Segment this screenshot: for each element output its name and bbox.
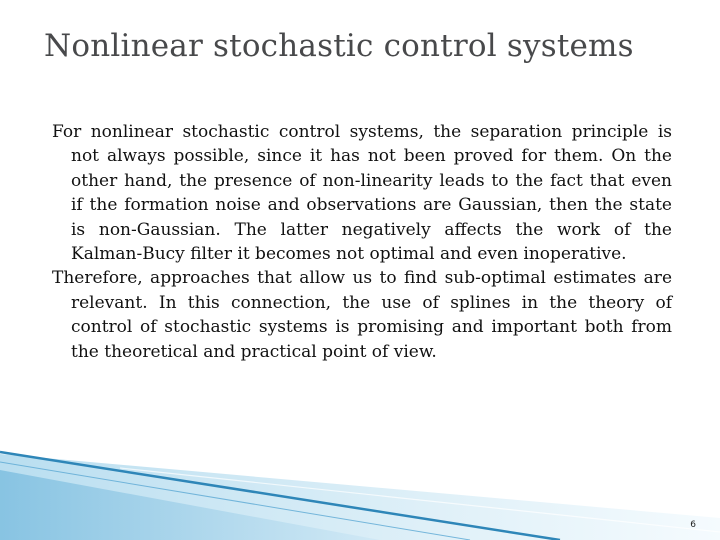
bottom-wave-decoration <box>0 448 720 540</box>
slide-body <box>52 120 672 364</box>
body-paragraph-1: For nonlinear stochastic control systems, the separation principle is not always possible, since it has not been proved for them. On the other hand, the presence of non-linearity leads to the fact that even if the formation noise and observations are Gaussian, then the state is non-Gaussian. The latter negatively affects the work of the Kalman-Bucy filter it becomes not optimal and even inoperative. <box>52 122 672 265</box>
page-number: 6 <box>690 520 696 530</box>
slide-title: Nonlinear stochastic control systems <box>44 28 634 64</box>
body-paragraph-2: Therefore, approaches that allow us to find sub-optimal estimates are relevant. In this connection, the use of splines in the theory of control of stochastic systems is promising and important both from the theoretical and practical point of view. <box>52 268 672 362</box>
